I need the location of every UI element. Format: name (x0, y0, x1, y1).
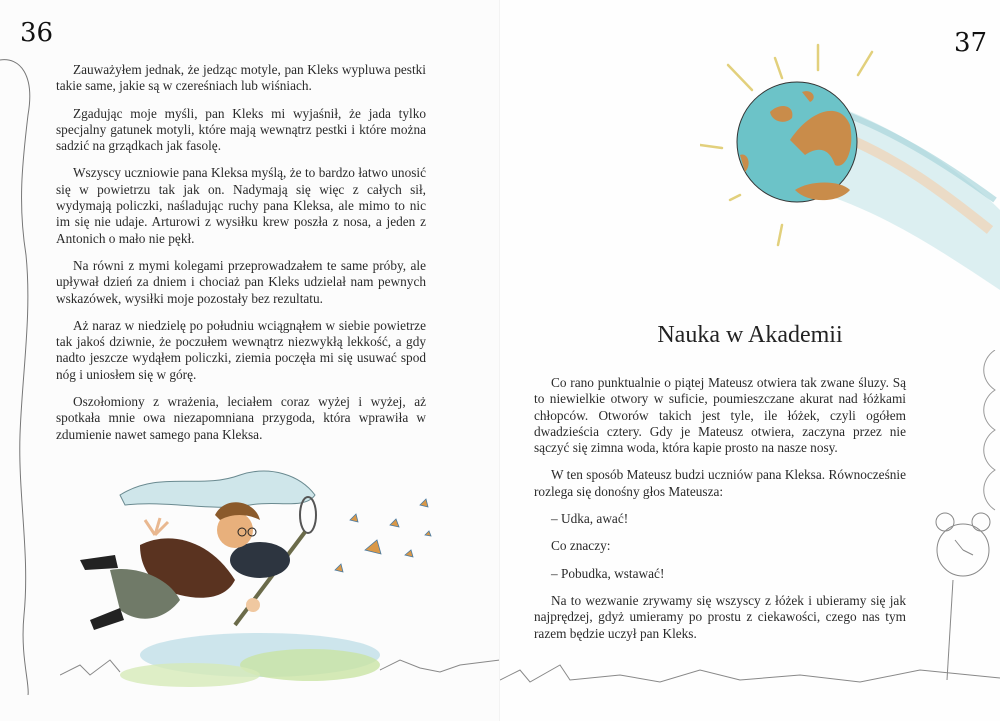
flying-globe-illustration (700, 40, 1000, 290)
margin-doodle-icon (0, 55, 40, 695)
grass-doodle-icon (500, 640, 1000, 721)
paragraph: W ten sposób Mateusz budzi uczniów pana Kleksa. Równocześnie rozlega się donośny głos Mateusza: (534, 467, 906, 499)
paragraph: Zgadując moje myśli, pan Kleks mi wyjaśnił, że jada tylko specjalny gatunek motyli, które mają wewnątrz pestki i które można sadzić na grządkach jak fasolę. (56, 105, 426, 154)
right-page (500, 0, 1000, 721)
left-page-text (56, 62, 426, 454)
dialogue-line: – Udka, awać! (551, 511, 629, 527)
paragraph: Aż naraz w niedzielę po południu wciągnąłem w siebie powietrze tak jakoś dziwnie, że poczułem wewnątrz niezwykłą lekkość, a gdy nadto jeszcze wydąłem policzki, ziemia poczęła mi się usuwać spod nóg i uniosłem się w górę. (56, 317, 426, 382)
paragraph: Co znaczy: (551, 538, 611, 554)
paragraph: Na to wezwanie zrywamy się wszyscy z łóżek i ubieramy się jak najprędzej, gdyż umieramy po prostu z ciekawości, czego nas tym razem będzie uczył pan Kleks. (534, 592, 906, 641)
right-page-text (534, 375, 906, 653)
page-number: 36 (20, 18, 54, 48)
paragraph: Co rano punktualnie o piątej Mateusz otwiera tak zwane śluzy. Są to niewielkie otwory w suficie, poumieszczane akurat nad łóżkami chłopców. Otworów takich jest tyle, ile łóżek, czyli ogółem dwadzieścia cztery. Gdy je Mateusz otwiera, zaczyna przez nie sączyć się zimna woda, która kapie prosto na nasze nosy. (534, 375, 906, 456)
dialogue-line: – Pobudka, wstawać! (551, 565, 665, 581)
alarm-clock-icon (925, 350, 1000, 680)
paragraph: Wszyscy uczniowie pana Kleksa myślą, że to bardzo łatwo unosić się w powietrzu tak jak on. Nadymają się więc z całych sił, wydymają policzki, naśladując ruchy pana Kleksa, ale mimo to nic im się nie udaje. Arturowi z wysiłku krew poszła z nosa, a jeden z Antonich o mało nie pękł. (56, 165, 426, 246)
paragraph: Oszołomiony z wrażenia, leciałem coraz wyżej i wyżej, aż spotkała mnie owa niezapomniana przygoda, która wprawiła w zdumienie nawet samego pana Kleksa. (56, 394, 426, 442)
page-number: 37 (954, 28, 988, 58)
paragraph: Na równi z mymi kolegami przeprowadzałem te same próby, ale upływał dzień za dniem i chociaż pan Kleks udzielał nam pewnych wskazówek, wysiłki moje pozostały bez rezultatu. (56, 257, 426, 306)
man-with-butterfly-net-illustration (60, 460, 500, 721)
chapter-title: Nauka w Akademii (657, 322, 843, 348)
paragraph: Zauważyłem jednak, że jedząc motyle, pan Kleks wypluwa pestki takie same, jakie są w czereśniach lub wiśniach. (56, 62, 426, 94)
